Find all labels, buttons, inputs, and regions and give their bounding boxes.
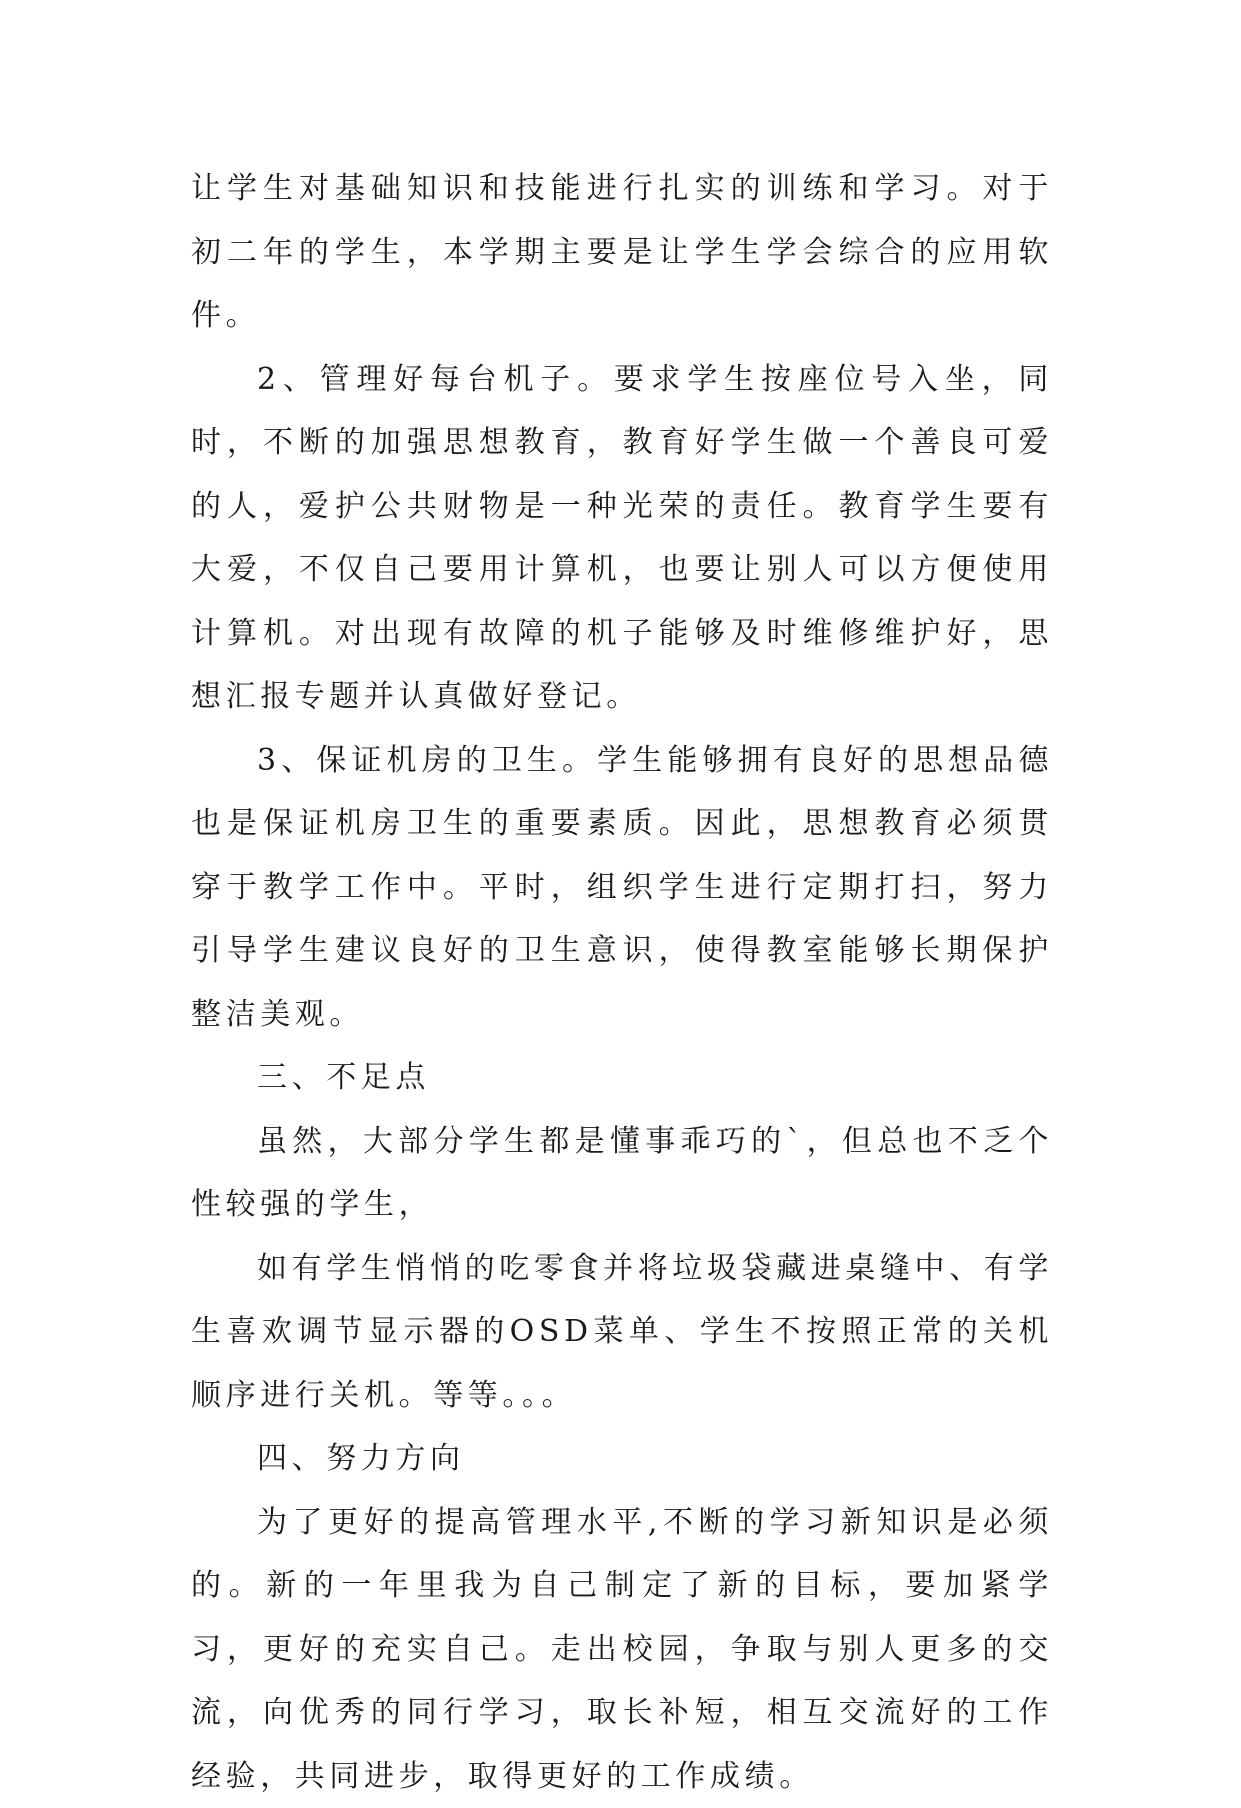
- section-heading-direction: 四、努力方向: [191, 1427, 1053, 1491]
- paragraph-training: 让学生对基础知识和技能进行扎实的训练和学习。对于初二年的学生，本学期主要是让学生学会综合的应用软件。: [191, 157, 1053, 348]
- section-heading-shortcomings: 三、不足点: [191, 1046, 1053, 1110]
- paragraph-machine-management: 2、管理好每台机子。要求学生按座位号入坐，同时，不断的加强思想教育，教育好学生做一个善良可爱的人，爱护公共财物是一种光荣的责任。教育学生要有大爱，不仅自己要用计算机，也要让别人可以方便使用计算机。对出现有故障的机子能够及时维修维护好，思想汇报专题并认真做好登记。: [191, 348, 1053, 729]
- paragraph-goals: 为了更好的提高管理水平,不断的学习新知识是必须的。新的一年里我为自己制定了新的目标，要加紧学习，更好的充实自己。走出校园，争取与别人更多的交流，向优秀的同行学习，取长补短，相互交流好的工作经验，共同进步，取得更好的工作成绩。: [191, 1491, 1053, 1808]
- paragraph-lab-hygiene: 3、保证机房的卫生。学生能够拥有良好的思想品德也是保证机房卫生的重要素质。因此，思想教育必须贯穿于教学工作中。平时，组织学生进行定期打扫，努力引导学生建议良好的卫生意识，使得教室能够长期保护整洁美观。: [191, 729, 1053, 1047]
- paragraph-student-behavior: 虽然，大部分学生都是懂事乖巧的`，但总也不乏个性较强的学生，: [191, 1110, 1053, 1237]
- paragraph-examples: 如有学生悄悄的吃零食并将垃圾袋藏进桌缝中、有学生喜欢调节显示器的OSD菜单、学生不按照正常的关机顺序进行关机。等等。。。: [191, 1237, 1053, 1428]
- document-body: [191, 157, 1053, 1808]
